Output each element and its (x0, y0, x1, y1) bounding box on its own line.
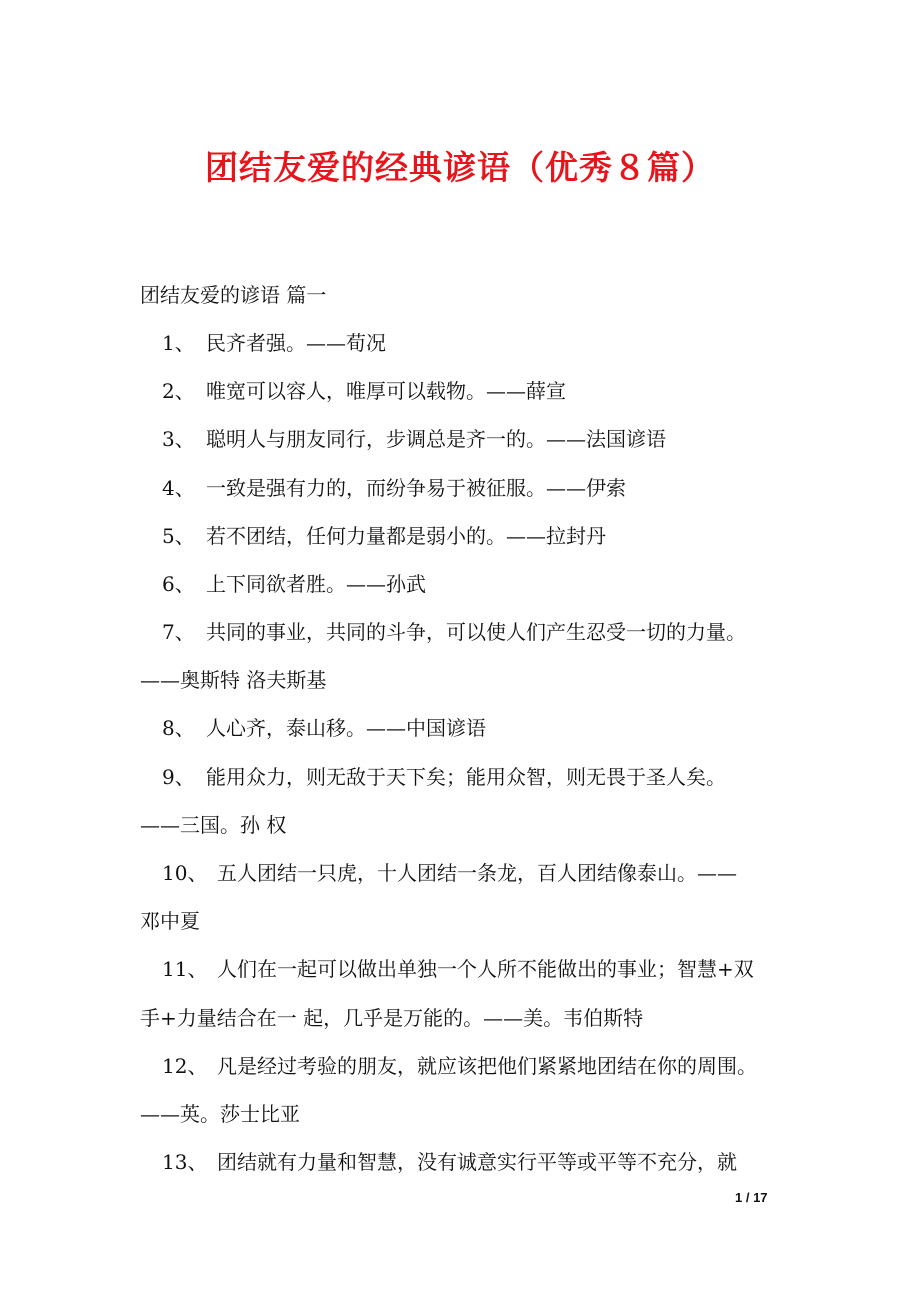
page-number: 1 / 17 (735, 1190, 768, 1205)
list-item (162, 425, 666, 453)
item-number: 3、 (162, 427, 195, 451)
item-text: 团结就有力量和智慧，没有诚意实行平等或平等不充分，就 (217, 1150, 737, 1174)
item-number: 11、 (162, 957, 208, 981)
list-item (162, 1052, 757, 1080)
list-item (162, 714, 486, 742)
item-continuation: 邓中夏 (140, 909, 200, 933)
list-item (162, 570, 426, 598)
list-item (162, 474, 626, 502)
item-text: 聪明人与朋友同行，步调总是齐一的。——法国谚语 (206, 427, 666, 451)
item-text: 人心齐，泰山移。——中国谚语 (206, 716, 486, 740)
item-continuation: 手+力量结合在一 起，几乎是万能的。——美。韦伯斯特 (140, 1006, 644, 1030)
item-number: 10、 (162, 861, 208, 885)
item-number: 7、 (162, 620, 195, 644)
list-item (162, 955, 754, 983)
list-item (162, 859, 737, 887)
item-number: 8、 (162, 716, 195, 740)
item-number: 5、 (162, 524, 195, 548)
item-continuation: ——三国。孙 权 (140, 813, 287, 837)
list-item (162, 763, 726, 791)
item-text: 上下同欲者胜。——孙武 (206, 572, 426, 596)
list-item (162, 1148, 737, 1176)
item-text: 一致是强有力的，而纷争易于被征服。——伊索 (206, 476, 626, 500)
item-number: 13、 (162, 1150, 208, 1174)
document-title: 团结友爱的经典谚语（优秀８篇） (205, 148, 715, 187)
item-number: 12、 (162, 1054, 208, 1078)
item-continuation: ——奥斯特 洛夫斯基 (140, 668, 327, 692)
list-item (162, 522, 606, 550)
item-text: 五人团结一只虎，十人团结一条龙，百人团结像泰山。—— (217, 861, 737, 885)
section-heading: 团结友爱的谚语 篇一 (140, 283, 327, 307)
list-item (162, 377, 566, 405)
item-text: 民齐者强。——荀况 (206, 331, 386, 355)
list-item (162, 618, 746, 646)
item-text: 若不团结，任何力量都是弱小的。——拉封丹 (206, 524, 606, 548)
item-number: 4、 (162, 476, 195, 500)
list-item (162, 329, 386, 357)
item-number: 1、 (162, 331, 195, 355)
item-text: 凡是经过考验的朋友，就应该把他们紧紧地团结在你的周围。 (217, 1054, 757, 1078)
item-number: 6、 (162, 572, 195, 596)
item-number: 2、 (162, 379, 195, 403)
item-continuation: ——英。莎士比亚 (140, 1102, 300, 1126)
item-text: 能用众力，则无敌于天下矣；能用众智，则无畏于圣人矣。 (206, 765, 726, 789)
item-text: 共同的事业，共同的斗争，可以使人们产生忍受一切的力量。 (206, 620, 746, 644)
item-text: 人们在一起可以做出单独一个人所不能做出的事业；智慧+双 (217, 957, 754, 981)
item-text: 唯宽可以容人，唯厚可以载物。——薛宣 (206, 379, 566, 403)
item-number: 9、 (162, 765, 195, 789)
